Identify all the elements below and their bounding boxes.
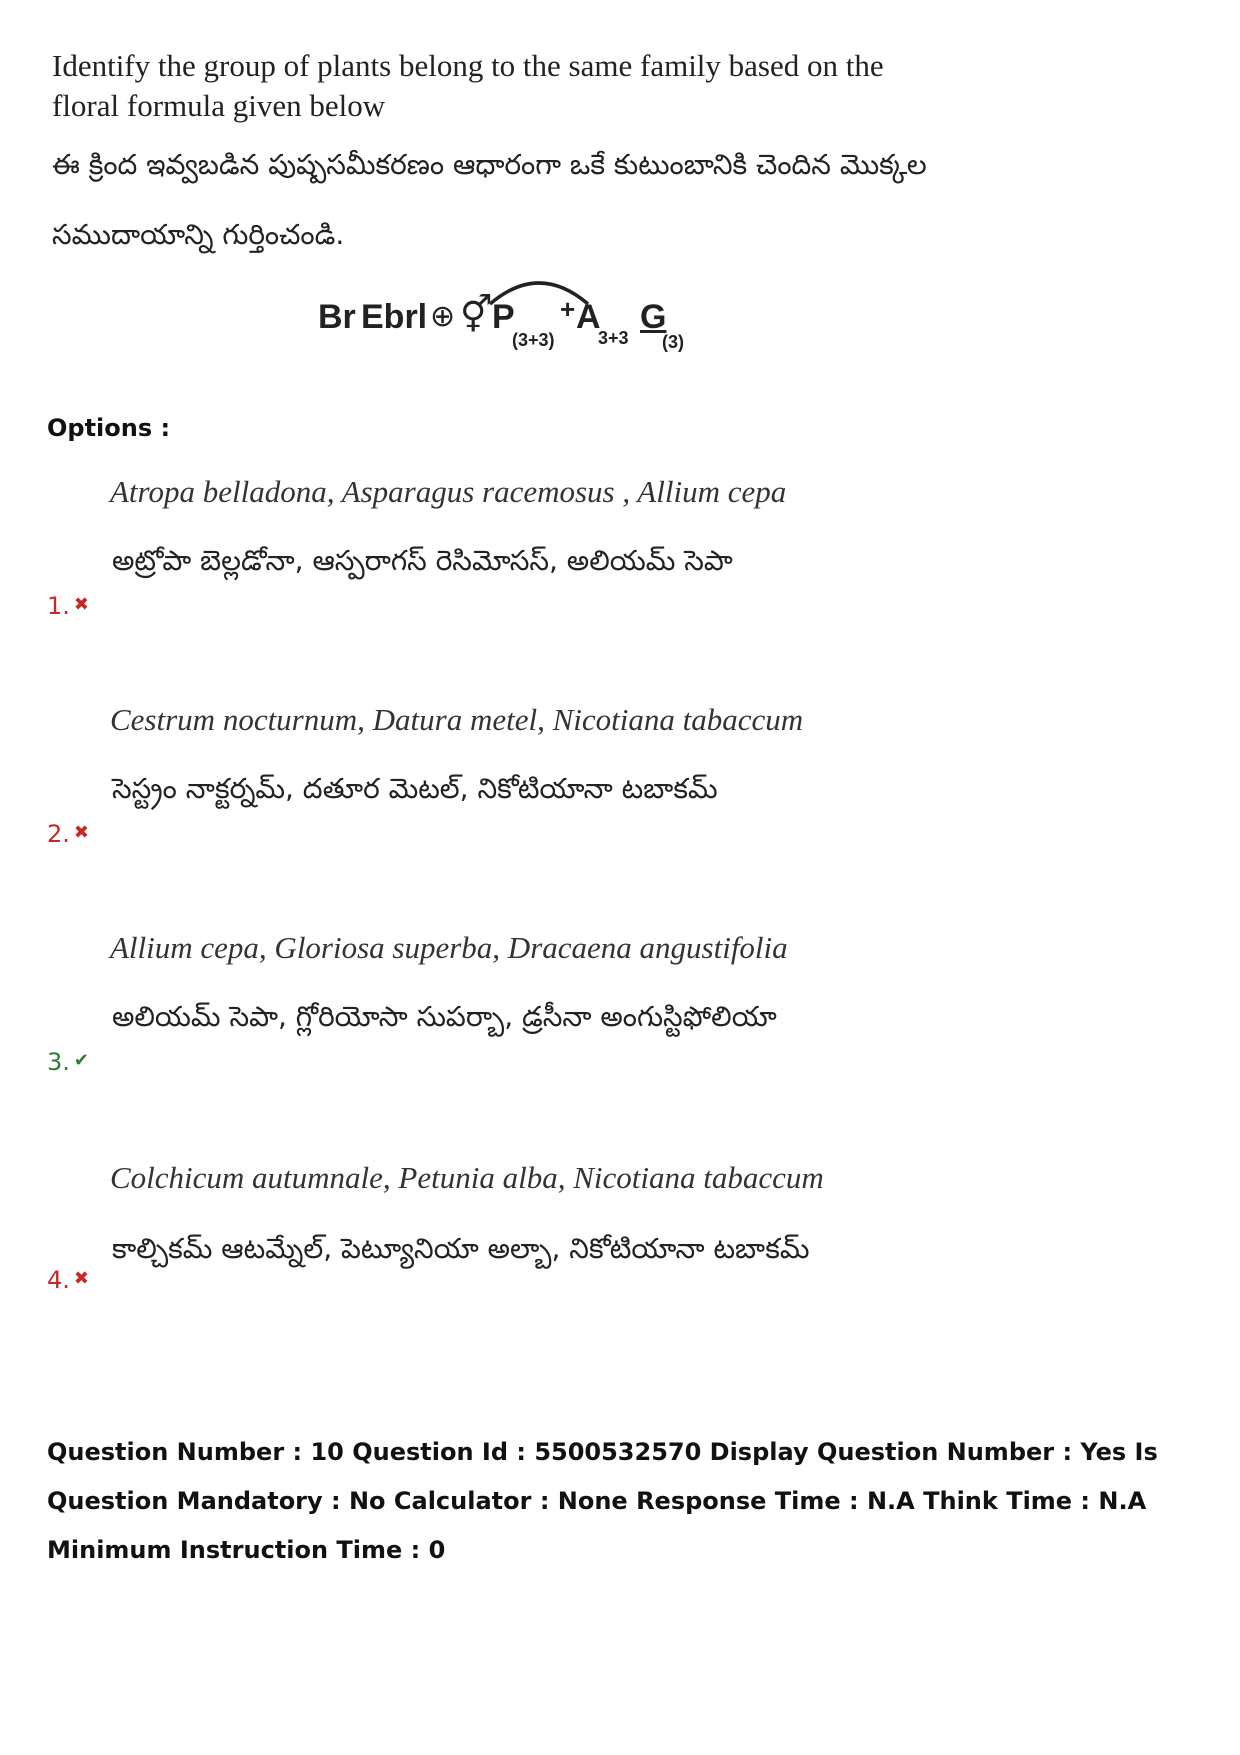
option-3-telugu: అలియమ్ సెపా, గ్లోరియోసా సుపర్బా, డ్రసీనా అంగుస్టిఫోలియా (112, 1000, 777, 1033)
check-icon: ✔ (73, 1050, 89, 1071)
option-2-english: Cestrum nocturnum, Datura metel, Nicotiana tabaccum (110, 702, 804, 737)
formula-gynoecium: G (640, 298, 667, 336)
formula-androecium-sub: 3+3 (598, 328, 629, 348)
cross-icon: ✖ (73, 594, 89, 615)
formula-perianth-sub: (3+3) (512, 330, 555, 350)
question-text-telugu-line1: ఈ క్రింద ఇవ్వబడిన పుష్పసమీకరణం ఆధారంగా ఒకే కుటుంబానికి చెందిన మొక్కల (52, 148, 927, 181)
cross-icon: ✖ (73, 822, 89, 843)
option-1-english: Atropa belladona, Asparagus racemosus , Allium cepa (110, 474, 787, 509)
option-1-telugu: అట్రోపా బెల్లడోనా, ఆస్పరాగస్ రెసిమోసస్, అలియమ్ సెపా (112, 544, 733, 577)
question-metadata: Question Number : 10 Question Id : 5500532570 Display Question Number : Yes Is Question Mandatory : No Calculator : None Response Time : N.A Think Time : N.A Minimum Instruction Time : 0 (47, 1438, 1158, 1564)
question-text-telugu-line2: సముదాయాన్ని గుర్తించండి. (52, 218, 345, 251)
option-1-label (47, 592, 89, 620)
options-heading: Options : (47, 414, 171, 442)
option-3-english: Allium cepa, Gloriosa superba, Dracaena angustifolia (110, 930, 788, 965)
formula-ebrl: Ebrl (361, 298, 428, 336)
option-3-label (47, 1048, 89, 1076)
option-1-number: 1. (47, 592, 70, 620)
bisexual-symbol: ⚥ (460, 294, 493, 335)
formula-br: Br (318, 298, 356, 336)
formula-perianth: P (492, 298, 515, 336)
formula-gynoecium-sub: (3) (662, 332, 684, 352)
cross-icon: ✖ (73, 1268, 89, 1289)
floral-formula (318, 268, 738, 358)
formula-plus: + (560, 294, 576, 324)
option-4-telugu: కాల్చికమ్ ఆటమ్నేల్, పెట్యూనియా అల్బా, నికోటియానా టబాకమ్ (112, 1232, 810, 1265)
option-4-number: 4. (47, 1266, 70, 1294)
option-2-telugu: సెస్ట్రం నాక్టర్నమ్, దతూర మెటల్, నికోటియానా టబాకమ్ (112, 772, 718, 805)
option-4-english: Colchicum autumnale, Petunia alba, Nicotiana tabaccum (110, 1160, 824, 1195)
option-4-label (47, 1266, 89, 1294)
option-2-number: 2. (47, 820, 70, 848)
question-text-english: Identify the group of plants belong to the same family based on the floral formula given below (52, 48, 884, 123)
option-3-number: 3. (47, 1048, 70, 1076)
formula-androecium: A (576, 298, 601, 336)
option-2-label (47, 820, 89, 848)
actinomorphic-symbol: ⊕ (430, 300, 456, 333)
